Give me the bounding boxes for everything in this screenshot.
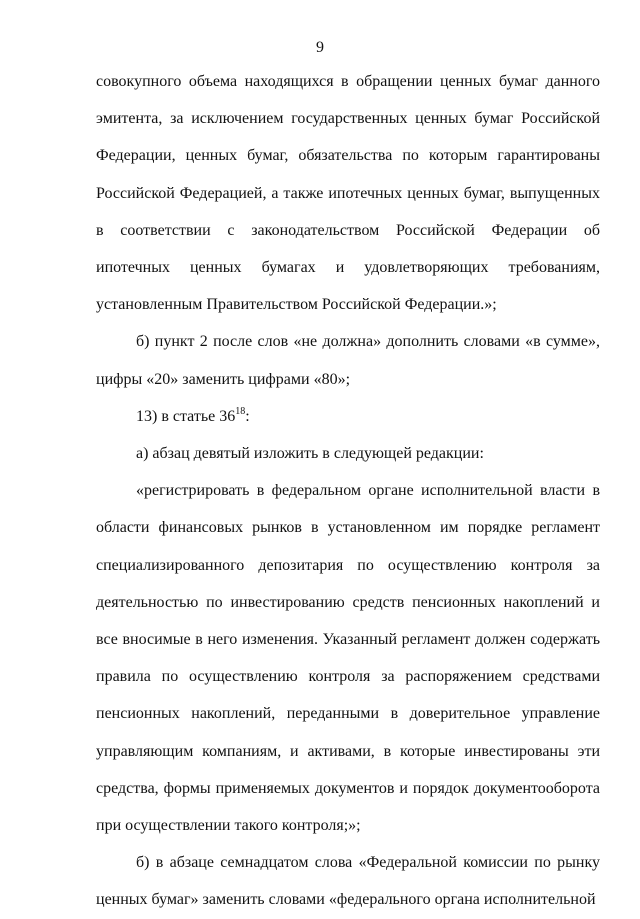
paragraph-item-13 [96, 398, 600, 435]
paragraph-item-b-clause-2: б) пункт 2 после слов «не должна» дополнить словами «в сумме», цифры «20» заменить цифрами «80»; [96, 333, 600, 388]
item-13-text: 13) в статье 36 [136, 407, 236, 425]
item-13-colon: : [245, 407, 250, 425]
article-superscript: 18 [235, 405, 246, 417]
page-number: 9 [316, 39, 324, 56]
paragraph-continuation: совокупного объема находящихся в обращении ценных бумаг данного эмитента, за исключением государственных ценных бумаг Российской Федерации, ценных бумаг, обязательства по которым гарантированы Российской Федерацией, а также ипотечных ценных бумаг, выпущенных в соответствии с законодательством Российской Федерации об ипотечных ценных бумагах и удовлетворяющих требованиям, установленным Правительством Российской Федерации.»; [96, 73, 600, 314]
paragraph-item-b-paragraph-17: б) в абзаце семнадцатом слова «Федеральной комиссии по рынку ценных бумаг» заменить словами «федерального органа исполнительной [96, 854, 600, 909]
paragraph-quoted-amendment: «регистрировать в федеральном органе исполнительной власти в области финансовых рынков в установленном им порядке регламент специализированного депозитария по осуществлению контроля за деятельностью по инвестированию средств пенсионных накоплений и все вносимые в него изменения. Указанный регламент должен содержать правила по осуществлению контроля за распоряжением средствами пенсионных накоплений, переданными в доверительное управление управляющим компаниям, и активами, в которые инвестированы эти средства, формы применяемых документов и порядок документооборота при осуществлении такого контроля;»; [96, 482, 600, 835]
document-body [96, 63, 600, 919]
paragraph-item-a: а) абзац девятый изложить в следующей редакции: [136, 445, 484, 463]
